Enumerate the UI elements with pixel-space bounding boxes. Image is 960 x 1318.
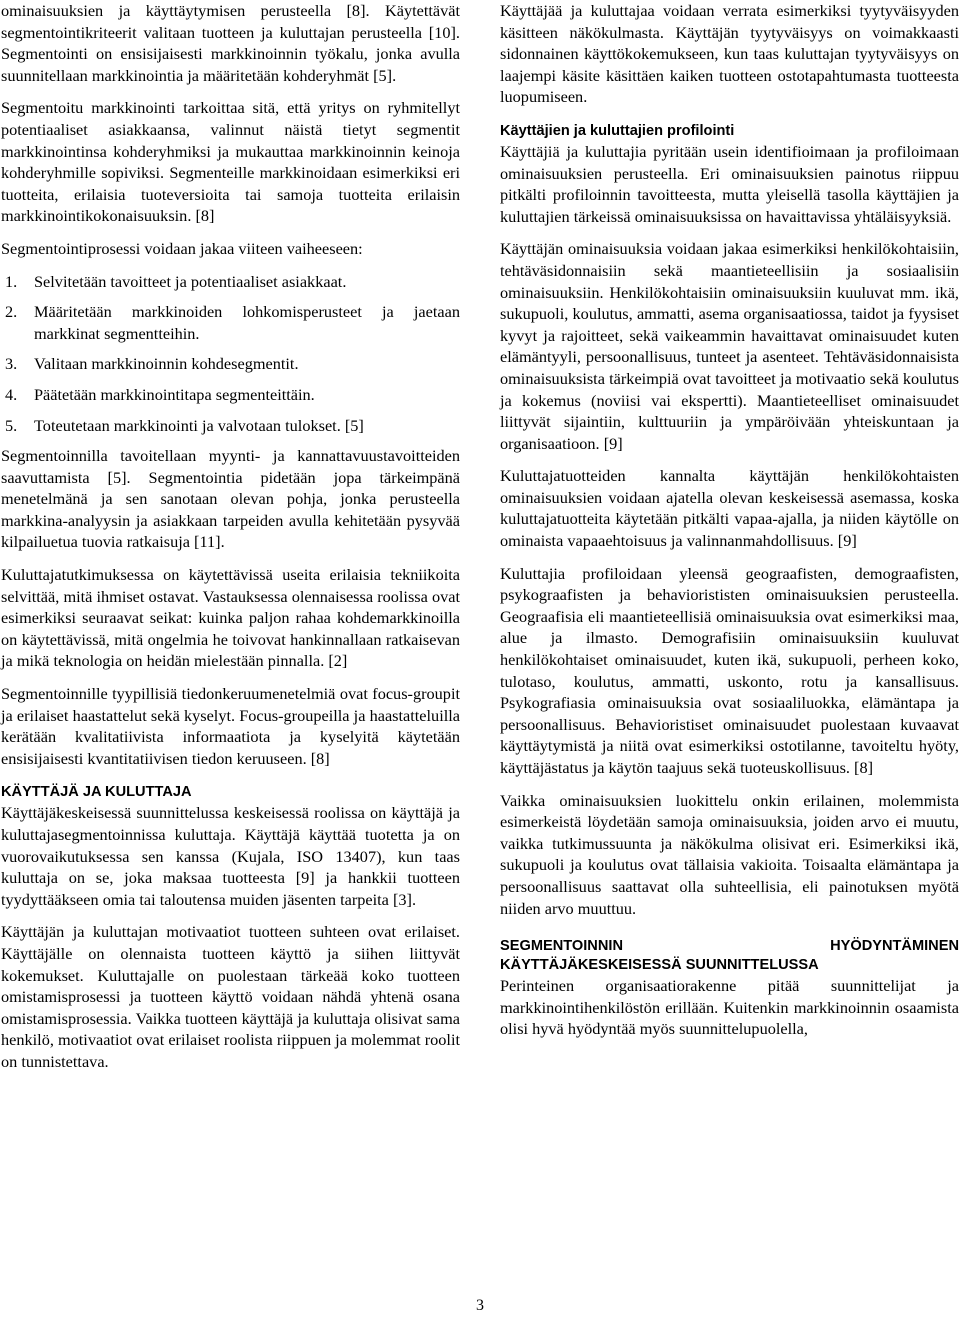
list-text: Päätetään markkinointitapa segmenteittäin. — [34, 384, 315, 404]
list-number: 5. — [5, 415, 18, 435]
heading-line-1: SEGMENTOINNIN HYÖDYNTÄMINEN — [500, 938, 959, 955]
paragraph-kuluttajatuotteiden: Kuluttajatuotteiden kannalta käyttäjän henkilökohtaisten ominaisuuksien voidaan ajatella olevan keskeisessä asemassa, koska kuluttajatuotteita käytetään pitkälti vapaa-ajalla, ja niiden käytölle on ominaista vapaaehtoisuus ja valinnanmahdollisuus. [9] — [500, 466, 959, 551]
page-number: 3 — [476, 1297, 484, 1314]
list-text: Valitaan markkinoinnin kohdesegmentit. — [34, 354, 299, 374]
heading-line-2: KÄYTTÄJÄKESKEISESSÄ SUUNNITTELUSSA — [500, 957, 819, 974]
list-text: Määritetään markkinoiden lohkomisperusteet ja jaetaan markkinat segmentteihin. — [34, 302, 460, 343]
paragraph-tavoitellaan: Segmentoinnilla tavoitellaan myynti- ja kannattavuustavoitteiden saavuttamista [5]. Segmentointia pidetään jopa tärkeimpänä menetelmänä ja sen sanotaan olevan pohja, jonka perusteella markkina-analyysin ja asiakkaan tarpeiden avulla kehitetään pysyvää kilpailuetua tuovia ratkaisuja [11]. — [1, 446, 460, 552]
paragraph-perinteinen: Perinteinen organisaatiorakenne pitää suunnittelijat ja markkinointihenkilöstön erillään. Kuitenkin markkinoinnin osaamista olisi hyvä hyödyntää myös suunnittelupuolella, — [500, 976, 959, 1039]
paragraph-kuluttajia: Kuluttajia profiloidaan yleensä geograafisten, demograafisten, psykograafisten ja behaviorististen ominaisuuksien perusteella. Geograafisia eli maantieteellisiä ominaisuuksia ovat esimerkiksi maa, alue ja ilmasto. Demografisiin ominaisuuksiin kuuluvat henkilökohtaiset ominaisuudet, kuten ikä, sukupuoli, perheen koko, tulotaso, koulutus, ammatti, uskonto, rotu ja kansallisuus. Psykografiasia ominaisuuksia ovat sosiaaliluokka, elämäntapa ja persoonallisuus. Behavioristiset ominaisuudet puolestaan kuvaavat käyttäytymistä ja niitä ovat esimerkiksi ostotilanne, tavoiteltu hyöty, käyttäjästatus ja käytön taajuus sekä tuoteuskollisuus. [8] — [500, 563, 959, 777]
left-column — [1, 0, 460, 1084]
paragraph-kayttajakeskeisessa: Käyttäjäkeskeisessä suunnittelussa keskeisessä roolissa on käyttäjä ja kuluttajasegmentoinnissa kuluttaja. Käyttäjä käyttää tuotetta ja on vuorovaikutuksessa sen kanssa (Kujala, ISO 13407), kun taas kuluttaja on se, joka maksaa tuotteesta [9] ja hankkii tuotteen tyydyttääkseen omia tai taloutensa muiden jäsenten tarpeita [3]. — [1, 803, 460, 909]
paragraph-motivaatiot: Käyttäjän ja kuluttajan motivaatiot tuotteen suhteen ovat erilaiset. Käyttäjälle on olennaista tuotteen käyttö ja siihen liittyvät kokemukset. Kuluttajalle on puolestaan tärkeää koko tuotteen omistamisprosessi ja tuotteen käyttö voidaan nähdä yhtenä osana omistamisprosessia. Vaikka tuotteen käyttäjä ja kuluttaja olisivat sama henkilö, motivaatiot ovat erilaiset roolista riippuen ja molemmat roolit on tunnistettava. — [1, 922, 460, 1071]
paragraph-vaikka: Vaikka ominaisuuksien luokittelu onkin erilainen, molemmista esimerkeistä löydetään samoja ominaisuuksia, joiden arvo ei muutu, vaikka tutkimussuunta ja näkökulma olisivat eri. Esimerkiksi ikä, sukupuoli ja koulutus ovat tällaisia vakioita. Toisaalta elämäntapa ja persoonallisuus saattavat olla suhteellisia, eli painotuksen myötä niiden arvo muuttuu. — [500, 790, 959, 918]
list-text: Selvitetään tavoitteet ja potentiaaliset asiakkaat. — [34, 271, 347, 291]
paragraph-intro: ominaisuuksien ja käyttäytymisen perusteella [8]. Käytettävät segmentointikriteerit valitaan tuotteen ja kuluttajan perusteella [10]. Segmentointi on ensisijaisesti markkinoinnin työkalu, jonka avulla suunnitellaan markkinointia ja määritetään kohderyhmät [5]. — [1, 1, 460, 85]
list-item — [1, 415, 460, 437]
list-number: 1. — [5, 271, 18, 291]
paragraph-profilointi: Käyttäjiä ja kuluttajia pyritään usein identifioimaan ja profiloimaan ominaisuuksien perusteella. Eri ominaisuuksien painotus riippuu pitkälti profiloinnin tavoitteesta, mutta yleisellä tasolla käyttäjien ja kuluttajien tärkeissä ominaisuuksissa on havaittavissa yhtäläisyyksiä. — [500, 141, 959, 226]
paragraph-tyytyvaisyys: Käyttäjää ja kuluttajaa voidaan verrata esimerkiksi tyytyväisyyden käsitteen näkökulmasta. Käyttäjän tyytyväisyys on voimakkaasti sidonnainen käyttökokemukseen, kun taas kuluttajan tyytyväisyys on laajempi käsite käsittäen kaiken tuotteen ostotapahtumasta tuotteesta luopumiseen. — [500, 1, 959, 107]
list-text: Toteutetaan markkinointi ja valvotaan tulokset. [5] — [34, 415, 364, 435]
list-item — [1, 301, 460, 344]
paragraph-tyypillisia: Segmentoinnille tyypillisiä tiedonkeruumenetelmiä ovat focus-groupit ja erilaiset haastattelut sekä kyselyt. Focus-groupeilla ja haastatteluilla kerätään kvalitatiivista informaatiota ja kyselyitä käytetään ensisijaisesti kvantitatiivisen tiedon keruuseen. [8] — [1, 684, 460, 768]
process-steps-list — [1, 271, 460, 437]
right-column — [500, 0, 959, 1051]
list-item — [1, 353, 460, 375]
list-number: 3. — [5, 354, 18, 374]
paragraph-kuluttajatutkimus: Kuluttajatutkimuksessa on käytettävissä useita erilaisia tekniikoita selvittää, mitä ihmiset ostavat. Vastauksessa olennaisessa roolissa ovat esimerkiksi seuraavat seikat: kuinka paljon rahaa kohdemarkkinoilla on käytettävissä, mitä ongelmia he toivovat hankinnallaan ratkaisevan ja mikä teknologia on heidän mielestään pinnalla. [2] — [1, 565, 460, 671]
subheading-profilointi: Käyttäjien ja kuluttajien profilointi — [500, 122, 735, 139]
paragraph-prosessi: Segmentointiprosessi voidaan jakaa viiteen vaiheeseen: — [1, 238, 363, 258]
paragraph-ominaisuuksia: Käyttäjän ominaisuuksia voidaan jakaa esimerkiksi henkilökohtaisiin, tehtäväsidonnaisiin sekä maantieteellisiin ja sosiaalisiin ominaisuuksiin. Henkilökohtaisiin ominaisuuksiin kuuluvat mm. ikä, sukupuoli, koulutus, ammatti, asema organisaatiossa, taidot ja fyysiset kyvyt ja rajoitteet, sekä vaikeammin havaittavat ominaisuudet kuten elämäntyyli, persoonallisuus, tunteet ja asenteet. Tehtäväsidonnaisista ominaisuuksista tärkeimpiä ovat tavoitteet ja motivaatio sekä koulutus ja kokemus (noviisi vai ekspertti). Maantieteelliset ominaisuudet liittyvät sijaintiin, kulttuuriin ja ympäröivään yhteiskuntaan ja organisaatioon. [9] — [500, 239, 959, 453]
list-number: 4. — [5, 384, 18, 404]
section-heading-kayttaja-ja-kuluttaja: KÄYTTÄJÄ JA KULUTTAJA — [1, 784, 192, 801]
list-item — [1, 384, 460, 406]
section-heading-segmentoinnin-hyodyntaminen — [500, 937, 959, 975]
paragraph-segmentoitu: Segmentoitu markkinointi tarkoittaa sitä, että yritys on ryhmitellyt potentiaaliset asiakkaansa, valinnut näistä tietyt segmentit markkinointinsa kohderyhmiksi ja mukauttaa markkinoinnin keinoja kohderyhmille sopiviksi. Segmenteille markkinoidaan esimerkiksi eri tuotteita, erilaisia tuoteversioita tai samoja tuotteita erilaisin markkinointikokonaisuuksin. [8] — [1, 98, 460, 226]
list-number: 2. — [5, 302, 18, 322]
list-item — [1, 271, 460, 293]
